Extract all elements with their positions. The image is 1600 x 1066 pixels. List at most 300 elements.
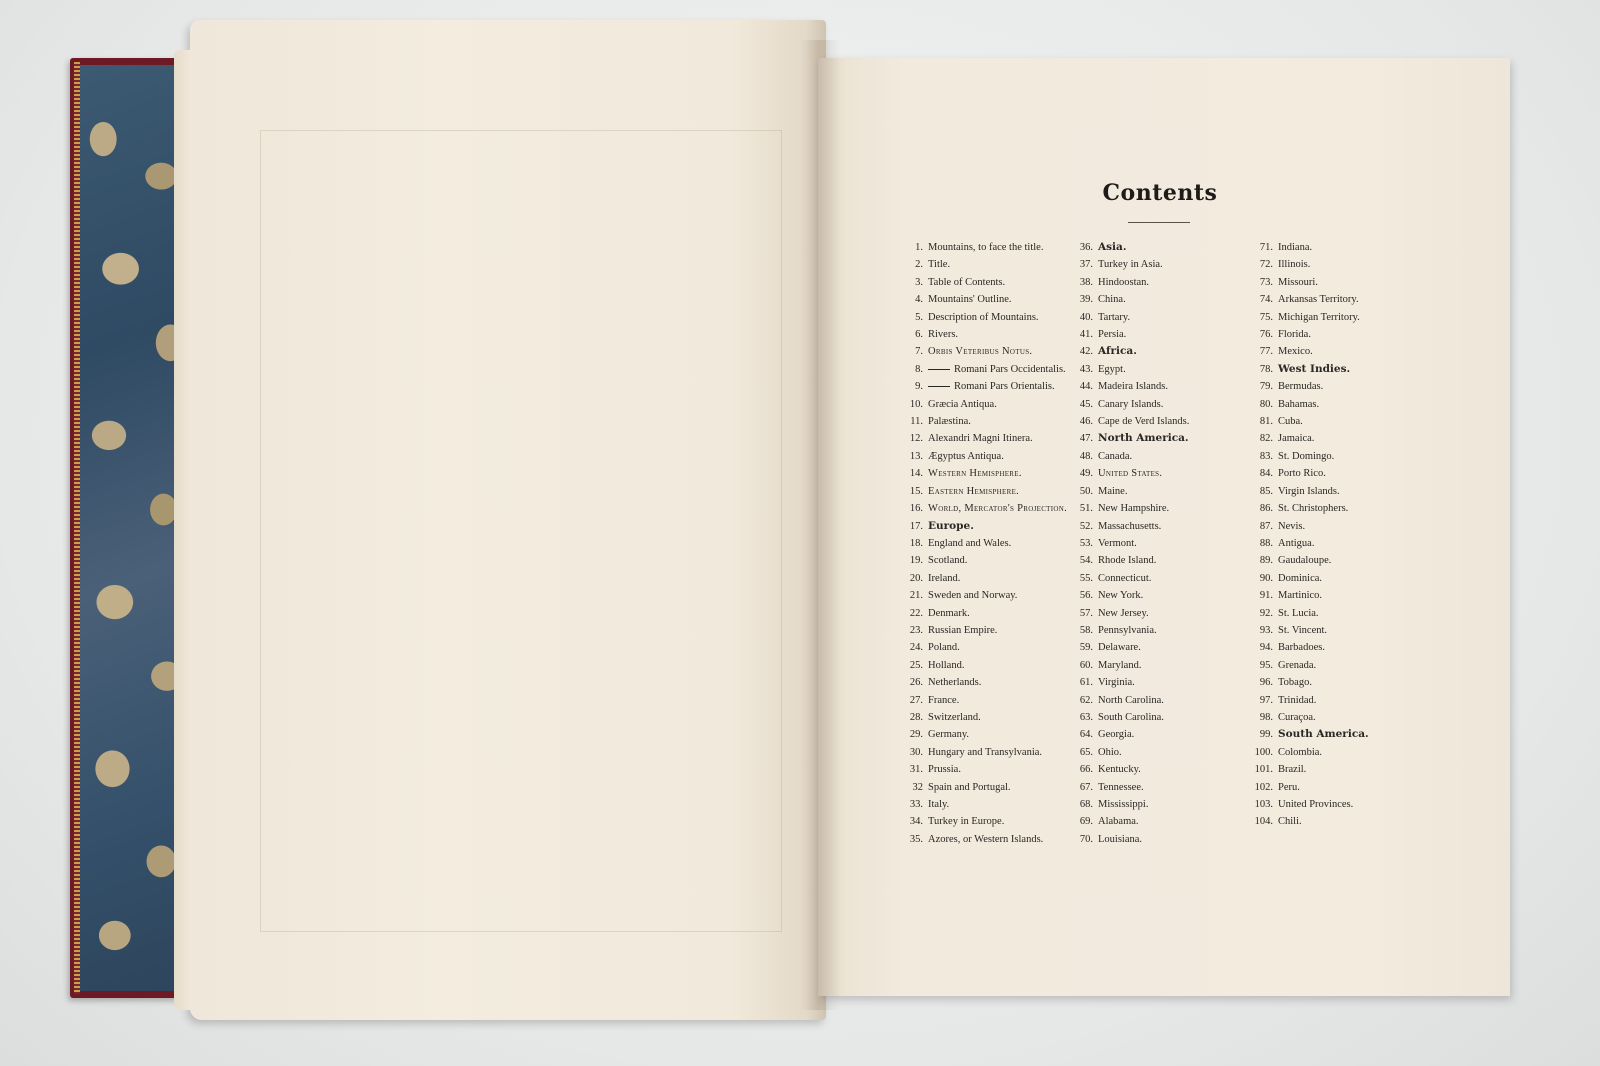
entry-title: England and Wales. xyxy=(928,537,1012,549)
entry-number: 14. xyxy=(909,468,923,480)
contents-column-3 xyxy=(1253,239,1369,831)
entry-title: Mississippi. xyxy=(1098,799,1149,810)
contents-entry xyxy=(905,761,1067,778)
contents-entry xyxy=(1253,343,1369,360)
entry-number: 3. xyxy=(915,276,923,288)
entry-number: 66. xyxy=(1079,764,1093,776)
entry-number: 67. xyxy=(1079,781,1093,793)
entry-title: Pennsylvania. xyxy=(1098,624,1157,636)
entry-number: 36. xyxy=(1079,242,1093,253)
entry-title: New Jersey. xyxy=(1098,607,1149,619)
entry-number: 90. xyxy=(1259,572,1273,584)
entry-title: Maryland. xyxy=(1098,659,1142,671)
page-title: Contents xyxy=(1102,180,1218,206)
entry-number: 6. xyxy=(915,329,923,341)
contents-entry xyxy=(905,500,1067,517)
entry-title: Græcia Antiqua. xyxy=(928,398,997,410)
entry-number: 71. xyxy=(1259,242,1273,253)
contents-column-1 xyxy=(905,239,1067,848)
entry-number: 4. xyxy=(915,294,923,306)
entry-title: Mountains, to face the title. xyxy=(928,242,1044,253)
entry-number: 37. xyxy=(1079,259,1093,271)
entry-title: Indiana. xyxy=(1278,242,1313,253)
entry-title: Chili. xyxy=(1278,816,1302,828)
entry-number: 27. xyxy=(909,694,923,706)
entry-number: 5. xyxy=(915,311,923,323)
entry-number: 87. xyxy=(1259,520,1273,532)
entry-number: 44. xyxy=(1079,381,1093,393)
entry-title: Ohio. xyxy=(1098,746,1122,758)
entry-title: Scotland. xyxy=(928,555,968,567)
entry-number: 101. xyxy=(1254,764,1273,776)
entry-title: Massachusetts. xyxy=(1098,520,1162,532)
entry-title: Dominica. xyxy=(1278,572,1323,584)
entry-number: 59. xyxy=(1079,642,1093,654)
entry-number: 13. xyxy=(909,450,923,462)
entry-number: 95. xyxy=(1259,659,1273,671)
entry-title: Ireland. xyxy=(928,572,961,584)
entry-number: 26. xyxy=(909,677,923,689)
contents-entry xyxy=(1253,587,1369,604)
gutter-shadow xyxy=(800,40,840,1010)
entry-number: 40. xyxy=(1079,311,1093,323)
contents-entry xyxy=(1077,639,1189,656)
entry-number: 64. xyxy=(1079,729,1093,741)
entry-title: Italy. xyxy=(928,799,950,810)
contents-entry xyxy=(1253,605,1369,622)
entry-title: Europe. xyxy=(928,519,974,532)
entry-title: Mexico. xyxy=(1278,346,1313,358)
contents-entry xyxy=(905,570,1067,587)
entry-title: South Carolina. xyxy=(1098,711,1164,723)
contents-entry xyxy=(1077,709,1189,726)
entry-number: 50. xyxy=(1079,485,1093,497)
contents-entry xyxy=(905,274,1067,291)
contents-entry xyxy=(1077,500,1189,517)
entry-number: 41. xyxy=(1079,329,1093,341)
entry-title: Virgin Islands. xyxy=(1278,485,1340,497)
contents-entry xyxy=(1253,256,1369,273)
entry-number: 32 xyxy=(912,781,923,793)
entry-number: 8. xyxy=(915,363,923,375)
entry-number: 102. xyxy=(1254,781,1273,793)
entry-number: 94. xyxy=(1259,642,1273,654)
contents-entry xyxy=(1253,570,1369,587)
entry-number: 104. xyxy=(1254,816,1273,828)
contents-entry xyxy=(905,709,1067,726)
entry-title: Colombia. xyxy=(1278,746,1323,758)
contents-entry xyxy=(1077,309,1189,326)
contents-entry xyxy=(1077,831,1189,848)
entry-title: Rivers. xyxy=(928,329,959,341)
entry-title: Denmark. xyxy=(928,607,970,619)
contents-entry xyxy=(1077,605,1189,622)
contents-entry xyxy=(1077,413,1189,430)
entry-number: 21. xyxy=(909,590,923,602)
entry-number: 55. xyxy=(1079,572,1093,584)
entry-number: 11. xyxy=(910,416,923,428)
entry-number: 30. xyxy=(909,746,923,758)
entry-number: 93. xyxy=(1259,624,1273,636)
entry-number: 12. xyxy=(909,433,923,445)
entry-title: Spain and Portugal. xyxy=(928,781,1011,793)
entry-number: 77. xyxy=(1259,346,1273,358)
contents-entry xyxy=(1253,726,1369,743)
entry-title: Table of Contents. xyxy=(928,276,1006,288)
contents-entry xyxy=(1253,291,1369,308)
entry-title: Antigua. xyxy=(1278,537,1315,549)
entry-number: 80. xyxy=(1259,398,1273,410)
entry-number: 85. xyxy=(1259,485,1273,497)
contents-entry xyxy=(1253,709,1369,726)
entry-title: Maine. xyxy=(1098,485,1128,497)
contents-entry xyxy=(905,326,1067,343)
contents-entry xyxy=(1077,239,1189,256)
entry-number: 35. xyxy=(909,833,923,845)
entry-title: Western Hemisphere. xyxy=(928,468,1022,480)
contents-entry xyxy=(905,430,1067,447)
contents-entry xyxy=(1077,657,1189,674)
entry-number: 60. xyxy=(1079,659,1093,671)
entry-number: 31. xyxy=(909,764,923,776)
contents-entry xyxy=(905,535,1067,552)
contents-entry xyxy=(1077,692,1189,709)
entry-title: Netherlands. xyxy=(928,677,982,689)
entry-title: Vermont. xyxy=(1098,537,1137,549)
contents-entry xyxy=(1253,239,1369,256)
entry-title: Canada. xyxy=(1098,450,1133,462)
entry-number: 92. xyxy=(1259,607,1273,619)
ditto-dash xyxy=(928,369,950,370)
entry-title: Egypt. xyxy=(1098,363,1126,375)
entry-title: World, Mercator's Projection. xyxy=(928,503,1068,515)
contents-entry xyxy=(1077,291,1189,308)
entry-title: Alexandri Magni Itinera. xyxy=(928,433,1033,445)
entry-number: 45. xyxy=(1079,398,1093,410)
entry-number: 57. xyxy=(1079,607,1093,619)
entry-number: 68. xyxy=(1079,799,1093,810)
entry-title: Romani Pars Orientalis. xyxy=(954,381,1055,393)
contents-entry xyxy=(1077,726,1189,743)
entry-title: Prussia. xyxy=(928,764,961,776)
contents-entry xyxy=(1253,413,1369,430)
entry-title: Connecticut. xyxy=(1098,572,1152,584)
contents-entry xyxy=(905,396,1067,413)
entry-number: 28. xyxy=(909,711,923,723)
entry-title: Turkey in Europe. xyxy=(928,816,1005,828)
entry-number: 88. xyxy=(1259,537,1273,549)
contents-entry xyxy=(905,726,1067,743)
entry-number: 42. xyxy=(1079,346,1093,358)
entry-number: 24. xyxy=(909,642,923,654)
contents-entry xyxy=(905,587,1067,604)
entry-number: 103. xyxy=(1254,799,1273,810)
entry-title: Bahamas. xyxy=(1278,398,1320,410)
entry-number: 82. xyxy=(1259,433,1273,445)
contents-entry xyxy=(1077,622,1189,639)
entry-number: 33. xyxy=(909,799,923,810)
entry-number: 56. xyxy=(1079,590,1093,602)
entry-title: South America. xyxy=(1278,728,1369,741)
entry-title: Madeira Islands. xyxy=(1098,381,1168,393)
entry-title: Grenada. xyxy=(1278,659,1317,671)
entry-number: 34. xyxy=(909,816,923,828)
entry-title: Poland. xyxy=(928,642,960,654)
entry-number: 22. xyxy=(909,607,923,619)
contents-entry xyxy=(1253,639,1369,656)
entry-title: Holland. xyxy=(928,659,965,671)
entry-title: Eastern Hemisphere. xyxy=(928,485,1020,497)
contents-entry xyxy=(1077,343,1189,360)
entry-number: 58. xyxy=(1079,624,1093,636)
plate-impression xyxy=(260,130,782,932)
entry-title: Tennessee. xyxy=(1098,781,1144,793)
entry-number: 18. xyxy=(909,537,923,549)
entry-title: Arkansas Territory. xyxy=(1278,294,1359,306)
entry-number: 29. xyxy=(909,729,923,741)
entry-title: Bermudas. xyxy=(1278,381,1324,393)
contents-entry xyxy=(1253,535,1369,552)
contents-entry xyxy=(1253,744,1369,761)
contents-entry xyxy=(1077,378,1189,395)
contents-entry xyxy=(1253,448,1369,465)
entry-title: Peru. xyxy=(1278,781,1300,793)
contents-entry xyxy=(905,813,1067,830)
entry-title: Gaudaloupe. xyxy=(1278,555,1332,567)
contents-entry xyxy=(1077,674,1189,691)
contents-entry xyxy=(905,413,1067,430)
entry-number: 76. xyxy=(1259,329,1273,341)
contents-entry xyxy=(1077,744,1189,761)
contents-entry xyxy=(905,465,1067,482)
entry-number: 65. xyxy=(1079,746,1093,758)
contents-column-2 xyxy=(1077,239,1189,848)
entry-number: 89. xyxy=(1259,555,1273,567)
entry-title: New Hampshire. xyxy=(1098,503,1170,515)
contents-entry xyxy=(905,256,1067,273)
entry-title: China. xyxy=(1098,294,1126,306)
contents-entry xyxy=(1253,779,1369,796)
contents-entry xyxy=(1077,361,1189,378)
entry-title: North America. xyxy=(1098,432,1189,445)
entry-number: 100. xyxy=(1254,746,1273,758)
entry-number: 98. xyxy=(1259,711,1273,723)
entry-number: 86. xyxy=(1259,503,1273,515)
contents-entry xyxy=(905,605,1067,622)
entry-number: 52. xyxy=(1079,520,1093,532)
contents-entry xyxy=(1253,396,1369,413)
contents-entry xyxy=(1077,813,1189,830)
entry-title: Germany. xyxy=(928,729,970,741)
contents-entry xyxy=(1253,361,1369,378)
entry-number: 72. xyxy=(1259,259,1273,271)
entry-title: Brazil. xyxy=(1278,764,1307,776)
entry-title: Tobago. xyxy=(1278,677,1312,689)
entry-title: Description of Mountains. xyxy=(928,311,1039,323)
title-rule xyxy=(1128,222,1190,223)
entry-number: 74. xyxy=(1259,294,1273,306)
entry-title: Michigan Territory. xyxy=(1278,311,1360,323)
contents-entry xyxy=(1253,552,1369,569)
contents-entry xyxy=(1077,274,1189,291)
entry-title: Virginia. xyxy=(1098,677,1135,689)
entry-number: 62. xyxy=(1079,694,1093,706)
entry-title: Title. xyxy=(928,259,951,271)
entry-title: Mountains' Outline. xyxy=(928,294,1012,306)
entry-number: 15. xyxy=(909,485,923,497)
contents-entry xyxy=(1253,813,1369,830)
entry-title: Turkey in Asia. xyxy=(1098,259,1163,271)
entry-title: North Carolina. xyxy=(1098,694,1164,706)
entry-title: Porto Rico. xyxy=(1278,468,1326,480)
entry-title: Jamaica. xyxy=(1278,433,1315,445)
entry-number: 7. xyxy=(915,346,923,358)
contents-entry xyxy=(1077,552,1189,569)
entry-number: 19. xyxy=(909,555,923,567)
ditto-dash xyxy=(928,386,950,387)
entry-number: 96. xyxy=(1259,677,1273,689)
entry-number: 70. xyxy=(1079,833,1093,845)
contents-entry xyxy=(1253,326,1369,343)
entry-number: 63. xyxy=(1079,711,1093,723)
entry-title: Persia. xyxy=(1098,329,1127,341)
entry-number: 46. xyxy=(1079,416,1093,428)
contents-entry xyxy=(1253,378,1369,395)
entry-title: Cuba. xyxy=(1278,416,1303,428)
entry-title: Barbadoes. xyxy=(1278,642,1325,654)
contents-entry xyxy=(905,639,1067,656)
entry-number: 10. xyxy=(909,398,923,410)
entry-title: Tartary. xyxy=(1098,311,1131,323)
entry-title: Switzerland. xyxy=(928,711,981,723)
contents-entry xyxy=(905,744,1067,761)
entry-title: Hindoostan. xyxy=(1098,276,1150,288)
contents-entry xyxy=(1253,483,1369,500)
left-page xyxy=(190,20,826,1020)
entry-number: 53. xyxy=(1079,537,1093,549)
contents-entry xyxy=(1077,570,1189,587)
contents-entry xyxy=(1253,622,1369,639)
entry-number: 75. xyxy=(1259,311,1273,323)
contents-entry xyxy=(905,622,1067,639)
contents-entry xyxy=(1077,796,1189,813)
entry-title: Georgia. xyxy=(1098,729,1135,741)
contents-entry xyxy=(1253,518,1369,535)
contents-entry xyxy=(905,361,1067,378)
contents-entry xyxy=(905,657,1067,674)
entry-title: Martinico. xyxy=(1278,590,1323,602)
contents-entry xyxy=(1253,430,1369,447)
entry-title: France. xyxy=(928,694,960,706)
entry-title: West Indies. xyxy=(1278,362,1351,375)
entry-number: 17. xyxy=(909,520,923,532)
contents-entry xyxy=(905,831,1067,848)
contents-entry xyxy=(1077,465,1189,482)
entry-title: Sweden and Norway. xyxy=(928,590,1018,602)
entry-number: 39. xyxy=(1079,294,1093,306)
contents-entry xyxy=(1077,779,1189,796)
contents-entry xyxy=(905,518,1067,535)
entry-title: Louisiana. xyxy=(1098,833,1143,845)
entry-title: St. Christophers. xyxy=(1278,503,1349,515)
entry-number: 69. xyxy=(1079,816,1093,828)
entry-number: 83. xyxy=(1259,450,1273,462)
entry-number: 23. xyxy=(909,624,923,636)
entry-title: St. Domingo. xyxy=(1278,450,1335,462)
entry-number: 91. xyxy=(1259,590,1273,602)
contents-entry xyxy=(905,674,1067,691)
entry-number: 61. xyxy=(1079,677,1093,689)
contents-entry xyxy=(905,448,1067,465)
contents-entry xyxy=(905,779,1067,796)
entry-title: Nevis. xyxy=(1278,520,1306,532)
contents-entry xyxy=(905,309,1067,326)
entry-number: 97. xyxy=(1259,694,1273,706)
entry-title: Hungary and Transylvania. xyxy=(928,746,1043,758)
contents-entry xyxy=(905,692,1067,709)
entry-title: Azores, or Western Islands. xyxy=(928,833,1044,845)
entry-title: Orbis Veteribus Notus. xyxy=(928,346,1033,358)
contents-entry xyxy=(1253,657,1369,674)
entry-title: St. Lucia. xyxy=(1278,607,1319,619)
contents-entry xyxy=(1253,465,1369,482)
contents-entry xyxy=(1077,256,1189,273)
entry-number: 99. xyxy=(1259,729,1273,741)
entry-title: Alabama. xyxy=(1098,816,1139,828)
contents-entry xyxy=(905,378,1067,395)
contents-entry xyxy=(1253,674,1369,691)
entry-number: 43. xyxy=(1079,363,1093,375)
contents-entry xyxy=(1253,796,1369,813)
contents-entry xyxy=(1077,518,1189,535)
entry-number: 47. xyxy=(1079,433,1093,445)
entry-title: Romani Pars Occidentalis. xyxy=(954,363,1066,375)
entry-title: Ægyptus Antiqua. xyxy=(928,450,1004,462)
entry-title: Missouri. xyxy=(1278,276,1318,288)
entry-title: Trinidad. xyxy=(1278,694,1317,706)
entry-number: 9. xyxy=(915,381,923,393)
contents-entry xyxy=(1253,500,1369,517)
entry-title: St. Vincent. xyxy=(1278,624,1328,636)
entry-number: 54. xyxy=(1079,555,1093,567)
contents-entry xyxy=(1077,587,1189,604)
contents-entry xyxy=(1253,761,1369,778)
entry-number: 79. xyxy=(1259,381,1273,393)
contents-entry xyxy=(1253,274,1369,291)
contents-entry xyxy=(905,552,1067,569)
entry-title: Palæstina. xyxy=(928,416,971,428)
entry-number: 78. xyxy=(1259,363,1273,375)
contents-entry xyxy=(905,239,1067,256)
entry-title: Asia. xyxy=(1098,241,1127,253)
entry-number: 20. xyxy=(909,572,923,584)
entry-title: Canary Islands. xyxy=(1098,398,1164,410)
contents-entry xyxy=(905,343,1067,360)
entry-title: Russian Empire. xyxy=(928,624,998,636)
entry-number: 51. xyxy=(1079,503,1093,515)
entry-title: United States. xyxy=(1098,468,1163,480)
entry-title: Curaçoa. xyxy=(1278,711,1316,723)
contents-entry xyxy=(1077,483,1189,500)
entry-number: 16. xyxy=(909,503,923,515)
contents-entry xyxy=(1077,430,1189,447)
entry-number: 1. xyxy=(915,242,923,253)
entry-title: Delaware. xyxy=(1098,642,1141,654)
contents-entry xyxy=(1253,692,1369,709)
contents-entry xyxy=(1077,326,1189,343)
page-edges xyxy=(174,50,192,1010)
contents-entry xyxy=(1077,761,1189,778)
